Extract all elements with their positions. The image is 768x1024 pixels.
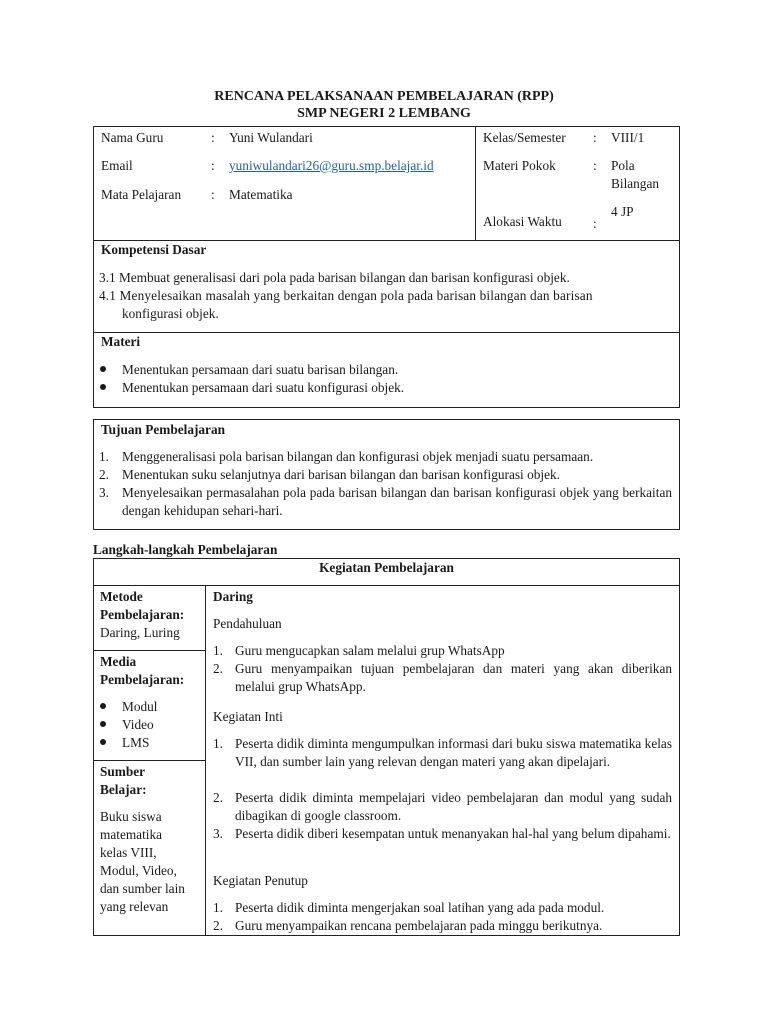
email-label: Email xyxy=(101,158,133,173)
list-number: 1. xyxy=(213,736,223,751)
materi-item: Menentukan persamaan dari suatu konfigurasi objek. xyxy=(122,380,405,395)
bullet-icon xyxy=(100,384,106,390)
kompetensi-item: 3.1 Membuat generalisasi dari pola pada barisan bilangan dan barisan konfigurasi objek. xyxy=(99,270,570,285)
row-divider xyxy=(93,760,205,761)
metode-label: Metode Pembelajaran: xyxy=(100,589,185,622)
inti-item: Peserta didik diminta mempelajari video pembelajaran dan modul yang sudah dibagikan di google classroom. xyxy=(235,790,672,823)
time-label: Alokasi Waktu xyxy=(483,214,562,229)
materi-item: Menentukan persamaan dari suatu barisan bilangan. xyxy=(122,362,399,377)
subject-value: Matematika xyxy=(229,187,293,202)
colon: : xyxy=(211,187,215,202)
metode-value: Daring, Luring xyxy=(100,625,180,640)
media-item: Video xyxy=(122,717,154,732)
pendahuluan-title: Pendahuluan xyxy=(213,616,282,631)
materi-heading: Materi xyxy=(101,334,141,349)
media-item: LMS xyxy=(122,735,150,750)
sumber-value: Buku siswa matematika kelas VIII, Modul, Video, dan sumber lain yang relevan xyxy=(100,809,185,914)
header-divider xyxy=(93,585,680,586)
email-link[interactable]: yuniwulandari26@guru.smp.belajar.id xyxy=(229,158,434,173)
row-divider xyxy=(93,650,205,651)
colon: : xyxy=(593,158,597,173)
tujuan-heading: Tujuan Pembelajaran xyxy=(101,422,225,437)
tujuan-item: Menentukan suku selanjutnya dari barisan bilangan dan barisan konfigurasi objek. xyxy=(122,467,560,482)
list-number: 3. xyxy=(99,485,109,500)
sumber-label: Sumber Belajar: xyxy=(100,764,147,797)
list-number: 2. xyxy=(213,918,223,933)
pendahuluan-item: Guru menyampaikan tujuan pembelajaran dan materi yang akan diberikan melalui grup WhatsApp. xyxy=(235,661,672,694)
list-number: 2. xyxy=(213,661,223,676)
teacher-value: Yuni Wulandari xyxy=(229,130,313,145)
list-number: 3. xyxy=(213,826,223,841)
identity-divider xyxy=(475,126,476,240)
media-label: Media Pembelajaran: xyxy=(100,654,185,687)
section-heading: Langkah-langkah Pembelajaran xyxy=(93,542,278,557)
colon: : xyxy=(593,130,597,145)
list-number: 2. xyxy=(213,790,223,805)
penutup-item: Peserta didik diminta mengerjakan soal latihan yang ada pada modul. xyxy=(235,900,605,915)
tujuan-item: Menggeneralisasi pola barisan bilangan dan konfigurasi objek menjadi suatu persamaan. xyxy=(122,449,594,464)
kompetensi-item-continued: konfigurasi objek. xyxy=(122,306,219,321)
topic-value: Pola xyxy=(611,158,635,173)
colon: : xyxy=(211,130,215,145)
subject-label: Mata Pelajaran xyxy=(101,187,182,202)
teacher-label: Nama Guru xyxy=(101,130,164,145)
media-item: Modul xyxy=(122,699,158,714)
column-divider xyxy=(205,585,206,935)
identity-table xyxy=(93,126,680,241)
bullet-icon xyxy=(100,721,106,727)
inti-item: Peserta didik diberi kesempatan untuk menanyakan hal-hal yang belum dipahami. xyxy=(235,826,671,841)
list-number: 1. xyxy=(213,643,223,658)
document-title: RENCANA PELAKSANAAN PEMBELAJARAN (RPP) xyxy=(214,89,554,104)
list-number: 2. xyxy=(99,467,109,482)
colon: : xyxy=(211,158,215,173)
bullet-icon xyxy=(100,739,106,745)
class-value: VIII/1 xyxy=(611,130,645,145)
bullet-icon xyxy=(100,366,106,372)
topic-value-continued: Bilangan xyxy=(611,176,660,191)
colon: : xyxy=(593,216,597,231)
penutup-item: Guru menyampaikan rencana pembelajaran pada minggu berikutnya. xyxy=(235,918,603,933)
pendahuluan-item: Guru mengucapkan salam melalui grup WhatsApp xyxy=(235,643,505,658)
time-value: 4 JP xyxy=(611,204,634,219)
inti-item: Peserta didik diminta mengumpulkan informasi dari buku siswa matematika kelas VII, dan sumber lain yang relevan dengan materi yang akan dipelajari. xyxy=(235,736,672,769)
topic-label: Materi Pokok xyxy=(483,158,556,173)
inti-title: Kegiatan Inti xyxy=(213,709,283,724)
class-label: Kelas/Semester xyxy=(483,130,566,145)
list-number: 1. xyxy=(213,900,223,915)
list-number: 1. xyxy=(99,449,109,464)
tujuan-item: Menyelesaikan permasalahan pola pada barisan bilangan dan barisan konfigurasi objek yang berkaitan dengan kehidupan sehari-hari. xyxy=(122,485,672,518)
penutup-title: Kegiatan Penutup xyxy=(213,873,308,888)
bullet-icon xyxy=(100,703,106,709)
mode-heading: Daring xyxy=(213,589,253,604)
kompetensi-item: 4.1 Menyelesaikan masalah yang berkaitan dengan pola pada barisan bilangan dan barisan xyxy=(99,288,593,303)
school-name: SMP NEGERI 2 LEMBANG xyxy=(297,106,471,121)
kompetensi-heading: Kompetensi Dasar xyxy=(101,242,207,257)
table-header: Kegiatan Pembelajaran xyxy=(319,560,454,575)
